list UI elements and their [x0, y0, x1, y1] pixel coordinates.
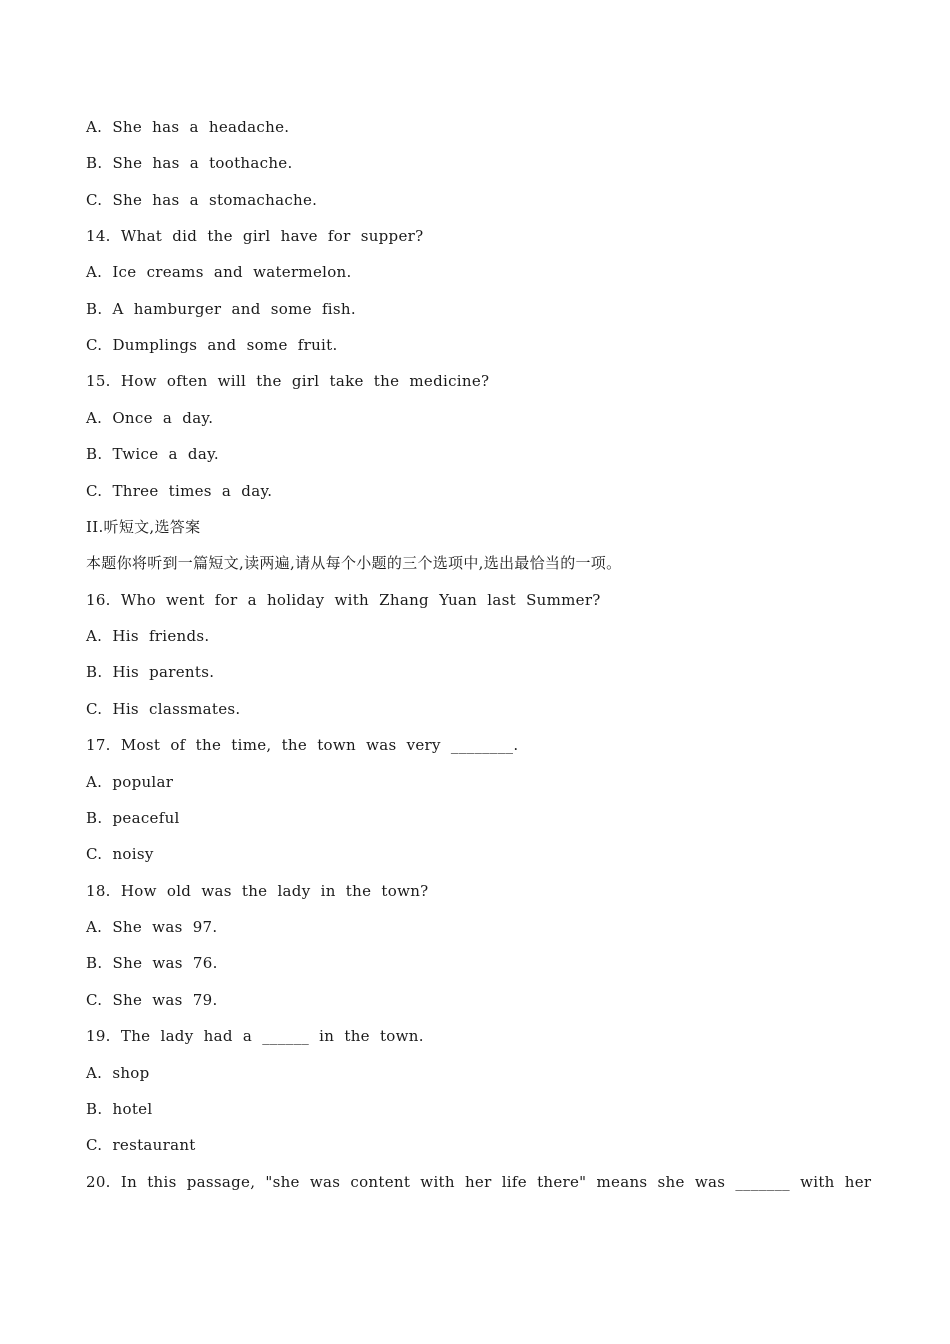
option-19-a: A. shop [86, 1064, 150, 1082]
option-19-b: B. hotel [86, 1100, 153, 1118]
option-16-c: C. His classmates. [86, 700, 241, 718]
option-17-b: B. peaceful [86, 809, 180, 827]
section-instructions: 本题你将听到一篇短文,读两遍,请从每个小题的三个选项中,选出最恰当的一项。 [86, 554, 622, 572]
option-16-a: A. His friends. [86, 627, 210, 645]
option-13-a: A. She has a headache. [86, 118, 290, 136]
question-18: 18. How old was the lady in the town? [86, 882, 429, 900]
option-13-b: B. She has a toothache. [86, 154, 293, 172]
option-15-c: C. Three times a day. [86, 482, 273, 500]
option-14-b: B. A hamburger and some fish. [86, 300, 356, 318]
option-14-c: C. Dumplings and some fruit. [86, 336, 338, 354]
option-18-b: B. She was 76. [86, 954, 218, 972]
option-18-a: A. She was 97. [86, 918, 218, 936]
option-14-a: A. Ice creams and watermelon. [86, 263, 352, 281]
section-heading: II.听短文,选答案 [86, 518, 201, 536]
option-19-c: C. restaurant [86, 1136, 196, 1154]
option-15-a: A. Once a day. [86, 409, 214, 427]
question-20: 20. In this passage, "she was content with her life there" means she was _______ with her [86, 1173, 872, 1191]
option-17-c: C. noisy [86, 845, 154, 863]
question-15: 15. How often will the girl take the medicine? [86, 372, 490, 390]
option-16-b: B. His parents. [86, 663, 215, 681]
question-17: 17. Most of the time, the town was very ________. [86, 736, 519, 754]
option-13-c: C. She has a stomachache. [86, 191, 318, 209]
option-18-c: C. She was 79. [86, 991, 218, 1009]
option-17-a: A. popular [86, 773, 174, 791]
option-15-b: B. Twice a day. [86, 445, 219, 463]
question-14: 14. What did the girl have for supper? [86, 227, 424, 245]
question-19: 19. The lady had a ______ in the town. [86, 1027, 424, 1045]
question-16: 16. Who went for a holiday with Zhang Yuan last Summer? [86, 591, 601, 609]
